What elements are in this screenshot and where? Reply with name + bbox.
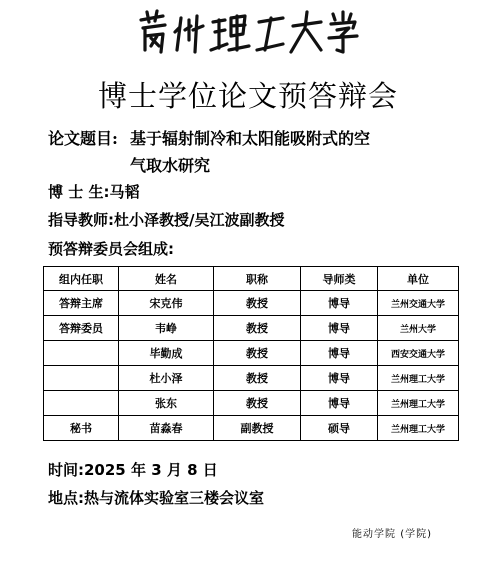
cell-role bbox=[44, 391, 119, 416]
cell-role: 答辩委员 bbox=[44, 316, 119, 341]
table-row bbox=[44, 366, 459, 391]
table-row bbox=[44, 316, 459, 341]
candidate-row bbox=[48, 181, 139, 203]
cell-title: 教授 bbox=[214, 391, 301, 416]
cell-title: 教授 bbox=[214, 291, 301, 316]
cell-advisor-type: 博导 bbox=[301, 366, 378, 391]
cell-unit: 兰州大学 bbox=[378, 316, 459, 341]
university-calligraphy-logo bbox=[133, 6, 363, 58]
cell-advisor-type: 博导 bbox=[301, 341, 378, 366]
advisor-value: 杜小泽教授/吴江波副教授 bbox=[114, 211, 285, 229]
thesis-title-label: 论文题目: bbox=[48, 129, 118, 148]
candidate-label: 博 士 生: bbox=[48, 183, 110, 201]
cell-name: 苗淼春 bbox=[119, 416, 214, 441]
cell-name: 宋克伟 bbox=[119, 291, 214, 316]
cell-role bbox=[44, 341, 119, 366]
cell-advisor-type: 博导 bbox=[301, 391, 378, 416]
cell-role: 秘书 bbox=[44, 416, 119, 441]
location-label: 地点: bbox=[48, 489, 84, 507]
thesis-title-line1: 基于辐射制冷和太阳能吸附式的空 bbox=[130, 129, 371, 148]
table-row bbox=[44, 291, 459, 316]
table-row bbox=[44, 416, 459, 441]
header-advisor-type: 导师类 bbox=[301, 267, 378, 291]
time-row bbox=[48, 459, 218, 481]
cell-advisor-type: 硕导 bbox=[301, 416, 378, 441]
cell-title: 教授 bbox=[214, 341, 301, 366]
advisor-row bbox=[48, 209, 284, 231]
cell-title: 副教授 bbox=[214, 416, 301, 441]
cell-role bbox=[44, 366, 119, 391]
footer-school: 能动学院 (学院) bbox=[352, 529, 432, 540]
header-name: 姓名 bbox=[119, 267, 214, 291]
cell-title: 教授 bbox=[214, 366, 301, 391]
header-title: 职称 bbox=[214, 267, 301, 291]
time-label: 时间: bbox=[48, 461, 84, 479]
cell-name: 张东 bbox=[119, 391, 214, 416]
table-row bbox=[44, 341, 459, 366]
location-row bbox=[48, 487, 264, 509]
committee-title: 预答辩委员会组成: bbox=[48, 240, 174, 258]
header-role: 组内任职 bbox=[44, 267, 119, 291]
cell-unit: 兰州理工大学 bbox=[378, 366, 459, 391]
advisor-label: 指导教师: bbox=[48, 211, 114, 229]
cell-role: 答辩主席 bbox=[44, 291, 119, 316]
page-title: 博士学位论文预答辩会 bbox=[97, 79, 398, 113]
cell-unit: 西安交通大学 bbox=[378, 341, 459, 366]
thesis-title-line2: 气取水研究 bbox=[130, 156, 211, 175]
header-unit: 单位 bbox=[378, 267, 459, 291]
cell-unit: 兰州理工大学 bbox=[378, 416, 459, 441]
university-logo bbox=[0, 6, 496, 58]
cell-advisor-type: 博导 bbox=[301, 316, 378, 341]
cell-name: 杜小泽 bbox=[119, 366, 214, 391]
cell-name: 韦峥 bbox=[119, 316, 214, 341]
cell-advisor-type: 博导 bbox=[301, 291, 378, 316]
committee-table bbox=[43, 266, 459, 441]
cell-title: 教授 bbox=[214, 316, 301, 341]
cell-unit: 兰州交通大学 bbox=[378, 291, 459, 316]
location-value: 热与流体实验室三楼会议室 bbox=[84, 489, 265, 507]
time-value: 2025 年 3 月 8 日 bbox=[84, 461, 218, 479]
table-row bbox=[44, 391, 459, 416]
cell-unit: 兰州理工大学 bbox=[378, 391, 459, 416]
candidate-name: 马韬 bbox=[109, 183, 140, 201]
cell-name: 毕勤成 bbox=[119, 341, 214, 366]
table-header-row bbox=[44, 267, 459, 291]
